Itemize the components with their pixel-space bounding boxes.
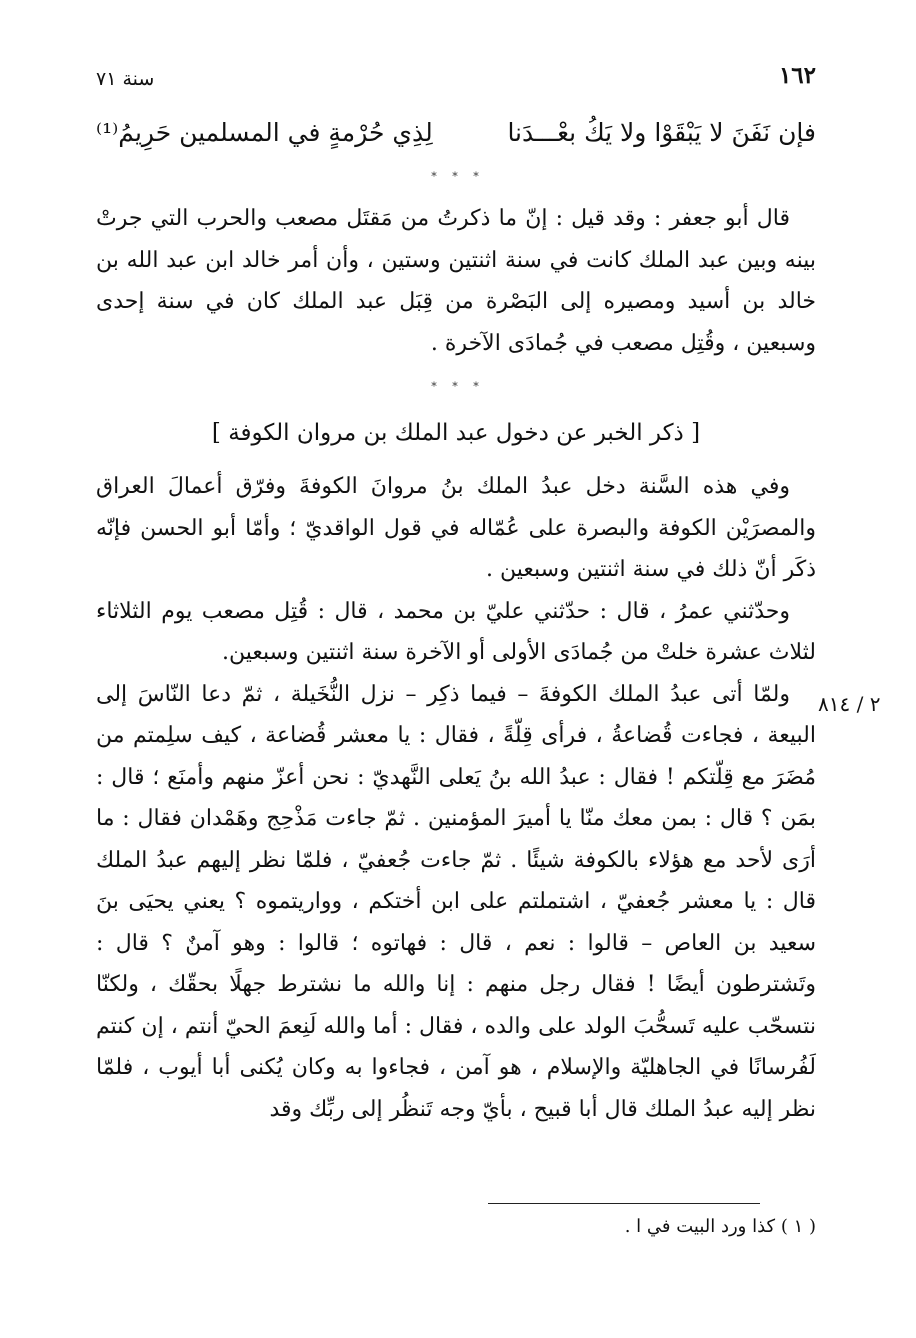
- section-heading: [ ذكر الخبر عن دخول عبد الملك بن مروان الكوفة ]: [211, 420, 701, 446]
- paragraph-abu-jafar: [96, 198, 816, 364]
- main-text: [96, 466, 816, 1130]
- running-year: سنة ٧١: [96, 68, 155, 90]
- paragraph-text: وحدّثني عمرُ ، قال : حدّثني عليّ بن محمد ، قال : قُتِل مصعب يوم الثلاثاء لثلاث عشرة خلتْ من جُمادَى الأولى أو الآخرة سنة اثنتين وسبعين.: [96, 598, 816, 665]
- footnote: ( ١ ) كذا ورد البيت في ا .: [624, 1216, 816, 1237]
- verse-first-hemistich: فإن نَفَنَ لا يَبْقَوْا ولا يَكُ بعْـــدَنا: [507, 118, 816, 147]
- section-separator: * * *: [431, 380, 485, 393]
- footnote-divider: [488, 1203, 760, 1204]
- page-header: [96, 62, 816, 102]
- page-number: ١٦٢: [778, 62, 816, 89]
- paragraph-text: ولمّا أتى عبدُ الملك الكوفةَ – فيما ذكِر – نزل النُّخَيلة ، ثمّ دعا النّاسَ إلى البيعة ، فجاءت قُضاعةُ ، فرأى قِلّةً ، فقال : يا معشر قُضاعة ، كيف سلِمتم من مُضَرَ مع قِلّتكم ! فقال : عبدُ الله بنُ يَعلى النَّهديّ : نحن أعزّ منهم وأمنَع ؛ قال : بمَن ؟ قال : بمن معك منّا يا أميرَ المؤمنين . ثمّ جاءت مَذْحِج وهَمْدان فقال : ما أرَى لأحد مع هؤلاء بالكوفة شيئًا . ثمّ جاءت جُعفيّ ، فلمّا نظر إليهم عبدُ الملك قال : يا معشر جُعفيّ ، اشتملتم على ابن أختكم ، وواريتموه ؟ يعني يحيَى بنَ سعيد بن العاص – قالوا : نعم ، قال : فهاتوه ؛ قالوا : وهو آمنٌ ؟ قال : وتَشترطون أيضًا ! فقال رجل منهم : إنا والله ما نشترط جهلًا بحقّك ، ولكنّا نتسحّب عليه تَسحُّبَ الولد على والده ، فقال : أما والله لَنِعمَ الحيّ أنتم ، إن كنتم لَفُرسانًا في الجاهليّة والإسلام ، هو آمن ، فجاءوا به وكان يُكنى أبا أيوب ، فلمّا نظر إليه عبدُ الملك قال أبا قبيح ، بأيّ وجه تَنظُر إلى ربِّك وقد: [96, 681, 816, 1122]
- margin-reference: ٢ / ٨١٤: [818, 692, 881, 716]
- poetry-verse: [96, 112, 816, 160]
- paragraph-text: وفي هذه السَّنة دخل عبدُ الملك بنُ مروانَ الكوفةَ وفرّق أعمالَ العراق والمصرَيْن الكوفة والبصرة على عُمّاله في قول الواقديّ ؛ وأمّا أبو الحسن فإنّه ذكَر أنّ ذلك في سنة اثنتين وسبعين .: [96, 474, 816, 582]
- section-separator: * * *: [431, 170, 485, 183]
- verse-second-hemistich: لِذِي حُرْمةٍ في المسلمين حَرِيمُ⁽¹⁾: [96, 118, 433, 147]
- paragraph-text: قال أبو جعفر : وقد قيل : إنّ ما ذكرتُ من مَقتَل مصعب والحرب التي جرتْ بينه وبين عبد الملك كانت في سنة اثنتين وستين ، وأن أمر خالد ابن عبد الله بن خالد بن أسيد ومصيره إلى البَصْرة من قِبَل عبد الملك كان في سنة إحدى وسبعين ، وقُتِل مصعب في جُمادَى الآخرة .: [96, 206, 816, 356]
